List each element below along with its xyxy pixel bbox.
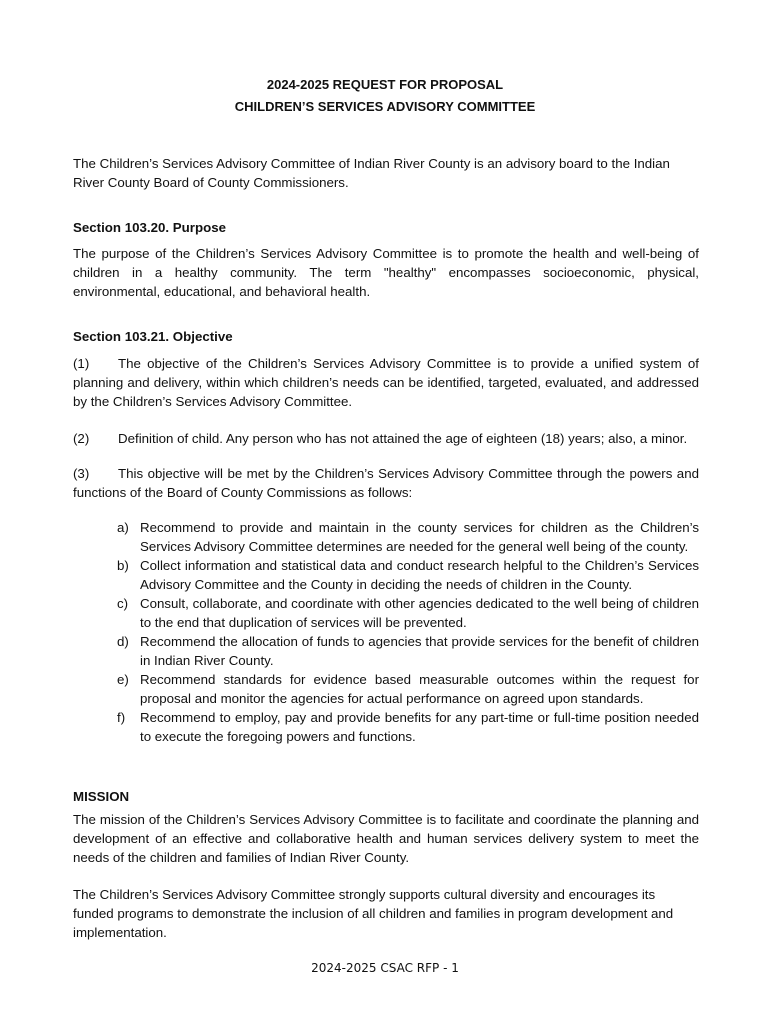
objective-item-number: (3) [73,466,90,481]
list-marker: a) [117,520,129,535]
objective-item-2 [73,429,699,448]
objective-item-text: The objective of the Children’s Services Advisory Committee is to provide a unified system of planning and delivery, within which children’s needs can be identified, targeted, evaluated, and addressed by the Children’s Services Advisory Committee. [73,356,699,409]
page-footer: 2024-2025 CSAC RFP - 1 [311,961,459,975]
list-marker: c) [117,596,129,611]
list-item-text: Collect information and statistical data and conduct research helpful to the Children’s Services Advisory Committee and the County in deciding the needs of children in the County. [140,558,699,592]
mission-heading: MISSION [73,789,130,804]
purpose-paragraph: The purpose of the Children’s Services Advisory Committee is to promote the health and well-being of children in a healthy community. The term "healthy" encompasses socioeconomic, physical, environmental, educational, and behavioral health. [73,246,699,299]
objective-item-number: (2) [73,431,90,446]
list-marker: b) [117,558,129,573]
title-line-1: 2024-2025 REQUEST FOR PROPOSAL [266,77,504,92]
list-item-text: Recommend standards for evidence based measurable outcomes within the request for proposal and monitor the agencies for actual performance on agreed upon standards. [140,672,699,706]
list-marker: d) [117,634,129,649]
list-item [117,632,699,670]
list-item-text: Consult, collaborate, and coordinate with other agencies dedicated to the well being of children to the end that duplication of services will be prevented. [140,596,699,630]
list-item-text: Recommend to provide and maintain in the county services for children as the Children’s Services Advisory Committee determines are needed for the general well being of the county. [140,520,699,554]
objective-item-3 [73,464,699,502]
list-item [117,518,699,556]
objective-heading: Section 103.21. Objective [73,329,233,344]
list-item [117,594,699,632]
objective-item-text: This objective will be met by the Children’s Services Advisory Committee through the powers and functions of the Board of County Commissions as follows: [73,466,699,500]
list-marker: e) [117,672,129,687]
list-item [117,708,699,746]
mission-paragraph-2: The Children’s Services Advisory Committee strongly supports cultural diversity and encourages its funded programs to demonstrate the inclusion of all children and families in program development and implementation. [73,887,674,940]
list-item [117,556,699,594]
mission-paragraph-1: The mission of the Children’s Services Advisory Committee is to facilitate and coordinate the planning and development of an effective and collaborative health and human services delivery system to meet the needs of the children and families of Indian River County. [73,812,699,865]
intro-paragraph: The Children’s Services Advisory Committee of Indian River County is an advisory board to the Indian River County Board of County Commissioners. [73,156,670,190]
list-item-text: Recommend to employ, pay and provide benefits for any part-time or full-time position needed to execute the foregoing powers and functions. [140,710,699,744]
list-item [117,670,699,708]
purpose-heading: Section 103.20. Purpose [73,220,226,235]
objective-item-number: (1) [73,356,90,371]
objective-item-text: Definition of child. Any person who has not attained the age of eighteen (18) years; also, a minor. [118,431,688,446]
list-marker: f) [117,710,126,725]
title-line-2: CHILDREN’S SERVICES ADVISORY COMMITTEE [234,99,536,114]
list-item-text: Recommend the allocation of funds to agencies that provide services for the benefit of children in Indian River County. [140,634,699,668]
objective-item-1 [73,354,699,411]
functions-list [117,518,699,746]
